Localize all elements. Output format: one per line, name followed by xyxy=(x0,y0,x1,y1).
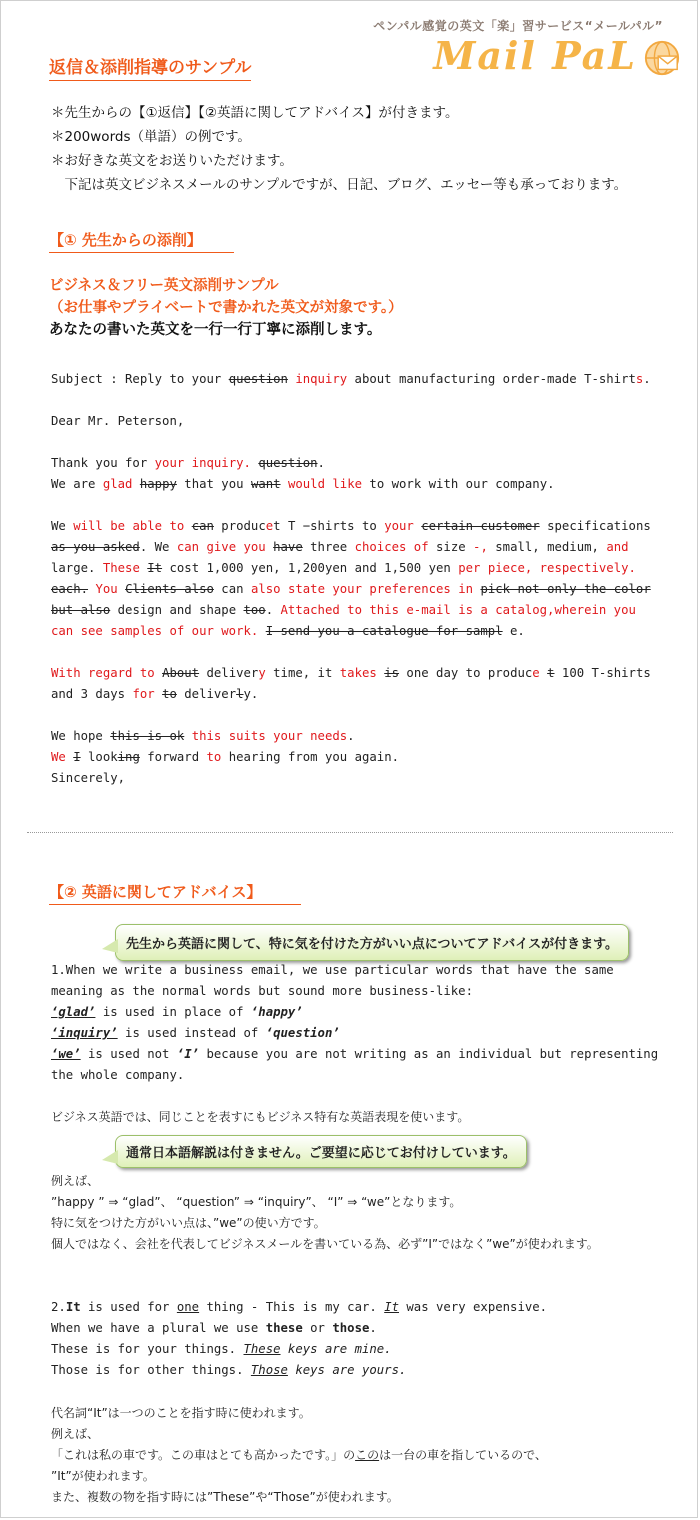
jp-text: 「これは私の車です。この車はとても高かったです。」の xyxy=(51,1448,356,1462)
letter-text: . xyxy=(643,372,651,386)
letter-text: design and shape xyxy=(110,603,244,617)
section1-sub1: ビジネス＆フリー英文添削サンプル xyxy=(49,278,279,294)
correction-insert: e xyxy=(532,666,540,680)
speech-bubble-advice xyxy=(115,924,629,961)
correction-insert: can see samples of our work. xyxy=(51,624,259,638)
letter-text xyxy=(118,582,125,596)
advice-line xyxy=(51,1297,691,1318)
section1-sub2: （お仕事やプライベートで書かれた英文が対象です。） xyxy=(49,300,403,316)
jp-line: 例えば、 xyxy=(51,1427,100,1441)
correction-insert: These xyxy=(102,561,140,575)
section1-subheadings xyxy=(49,275,403,341)
correction-delete: can xyxy=(191,519,214,533)
logo xyxy=(373,15,685,85)
jp-line: 個人ではなく、会社を代表してビジネスメールを書いている為、必ず”I”ではなく”we”が使われます。 xyxy=(51,1237,599,1251)
term-it: It xyxy=(65,1300,81,1314)
letter-text: large. xyxy=(51,561,103,575)
letter-text: look xyxy=(80,750,118,764)
jp-text: は一台の車を指しているので、 xyxy=(379,1448,547,1462)
section1-sub3: あなたの書いた英文を一行一行丁寧に添削します。 xyxy=(49,322,382,338)
logo-brand: Mail PaL xyxy=(433,33,637,78)
letter-text xyxy=(184,729,191,743)
jp-line: ”happy ” ⇒ “glad”、 “question” ⇒ “inquiry”、 “I” ⇒ “we”となります。 xyxy=(51,1195,462,1209)
section-divider xyxy=(27,832,673,833)
term-we: ‘we’ xyxy=(51,1047,81,1061)
letter-text: to work with our company. xyxy=(362,477,555,491)
letter-paragraph xyxy=(51,726,661,789)
letter-text xyxy=(258,624,265,638)
letter-text: three xyxy=(302,540,355,554)
correction-delete: this is ok xyxy=(110,729,185,743)
letter-text: Dear Mr. Peterson, xyxy=(51,414,185,428)
letter-text: y. xyxy=(243,687,259,701)
advice-text: or xyxy=(302,1321,333,1335)
correction-delete: is xyxy=(384,666,400,680)
correction-delete: I send you a catalogue for sampl xyxy=(265,624,503,638)
correction-delete: t xyxy=(547,666,555,680)
correction-delete: I xyxy=(73,750,81,764)
letter-text: about manufacturing order-made T-shirt xyxy=(347,372,636,386)
jp-line: 代名詞“It”は一つのことを指す時に使われます。 xyxy=(51,1406,311,1420)
letter-paragraph xyxy=(51,663,661,705)
letter-text: deliver xyxy=(199,666,259,680)
letter-text: Sincerely, xyxy=(51,771,126,785)
correction-insert: We xyxy=(51,750,66,764)
letter-text xyxy=(266,540,273,554)
term-happy: ‘happy’ xyxy=(250,1005,303,1019)
correction-insert: your inquiry. xyxy=(154,456,251,470)
advice-point-1 xyxy=(51,960,691,1086)
advice-line: meaning as the normal words but sound more business-like: xyxy=(51,984,473,998)
advice-text: is used instead of xyxy=(117,1026,266,1040)
correction-delete: pick not only the color xyxy=(480,582,651,596)
advice-text: is used not xyxy=(80,1047,177,1061)
advice-text: . xyxy=(369,1321,377,1335)
correction-insert: will be able to xyxy=(73,519,185,533)
correction-insert: would like xyxy=(287,477,363,491)
term-these-example: These xyxy=(243,1342,281,1356)
advice-line xyxy=(51,1360,691,1381)
letter-text: can xyxy=(213,582,251,596)
letter-text: produc xyxy=(213,519,266,533)
intro-line: ＊200words（単語）の例です。 xyxy=(51,129,251,145)
advice-text: thing - This is my car. xyxy=(199,1300,385,1314)
bubble-tail xyxy=(102,1150,118,1164)
advice-text: is used for xyxy=(80,1300,177,1314)
advice-text: These is for your things. xyxy=(51,1342,244,1356)
letter-text: . xyxy=(317,456,325,470)
advice-line xyxy=(51,1002,691,1023)
term-i: ‘I’ xyxy=(176,1047,200,1061)
jp-line: 例えば、 xyxy=(51,1174,100,1188)
correction-insert: inquiry xyxy=(295,372,348,386)
correction-insert: your xyxy=(384,519,414,533)
advice-text: When we have a plural we use xyxy=(51,1321,266,1335)
correction-insert: With regard to xyxy=(51,666,155,680)
globe-mail-icon xyxy=(643,39,681,77)
jp-line: 特に気をつけた方がいい点は、”we”の使い方です。 xyxy=(51,1216,326,1230)
advice-text: is used in place of xyxy=(95,1005,251,1019)
jp-explain-2 xyxy=(51,1171,691,1255)
letter-subject xyxy=(51,369,661,390)
intro-line: ＊先生からの【①返信】【②英語に関してアドバイス】が付きます。 xyxy=(51,105,459,121)
term-question: ‘question’ xyxy=(265,1026,340,1040)
advice-point-2 xyxy=(51,1297,691,1381)
correction-insert: and xyxy=(606,540,629,554)
advice-line xyxy=(51,1023,691,1044)
letter-text: e. xyxy=(502,624,525,638)
jp-line: ”It”が使われます。 xyxy=(51,1469,155,1483)
term-it-example: It xyxy=(384,1300,399,1314)
correction-delete: About xyxy=(162,666,200,680)
advice-line xyxy=(51,1044,691,1065)
correction-delete: to xyxy=(162,687,177,701)
letter-text: Subject : Reply to your xyxy=(51,372,229,386)
correction-insert: to xyxy=(206,750,222,764)
correction-delete: Clients also xyxy=(125,582,214,596)
correction-delete: l xyxy=(236,687,244,701)
bubble-tail xyxy=(102,939,118,953)
correction-insert: per piece, respectively. xyxy=(458,561,636,575)
section2-heading: 【② 英語に関してアドバイス】 xyxy=(49,881,301,905)
correction-insert: glad xyxy=(102,477,133,491)
letter-text xyxy=(281,477,288,491)
correction-insert: this suits your needs xyxy=(191,729,348,743)
correction-delete: as you asked xyxy=(51,540,140,554)
jp-line xyxy=(51,1445,691,1466)
letter-paragraph xyxy=(51,453,661,495)
letter-text xyxy=(540,666,547,680)
letter-salutation xyxy=(51,411,661,432)
correction-insert: You xyxy=(95,582,118,596)
letter-text: We hope xyxy=(51,729,111,743)
correction-insert: Attached to this e-mail is a catalog,wherein you xyxy=(280,603,636,617)
advice-text: because you are not writing as an individual but representing xyxy=(199,1047,659,1061)
correction-delete: each. xyxy=(51,582,89,596)
letter-text: . We xyxy=(139,540,177,554)
correction-insert: also state your preferences in xyxy=(250,582,474,596)
correction-insert: e xyxy=(265,519,274,533)
advice-text: keys are mine. xyxy=(280,1342,392,1356)
advice-text: 2. xyxy=(51,1300,66,1314)
letter-paragraph xyxy=(51,516,661,642)
intro-list xyxy=(51,101,627,197)
letter-text: size xyxy=(428,540,474,554)
jp-explain-3 xyxy=(51,1403,691,1508)
advice-line: 1.When we write a business email, we use particular words that have the same xyxy=(51,963,614,977)
correction-delete: but also xyxy=(51,603,111,617)
correction-delete: happy xyxy=(139,477,177,491)
correction-insert: s xyxy=(635,372,644,386)
letter-text xyxy=(184,519,191,533)
advice-line: the whole company. xyxy=(51,1068,185,1082)
correction-insert: can give you xyxy=(176,540,266,554)
letter-text: one day to produc xyxy=(399,666,533,680)
correction-delete: question xyxy=(258,456,318,470)
bubble-text: 先生から英語に関して、特に気を付けた方がいい点についてアドバイスが付きます。 xyxy=(126,937,619,952)
correction-insert: y xyxy=(258,666,266,680)
correction-delete: ing xyxy=(117,750,140,764)
section1-heading: 【① 先生からの添削】 xyxy=(49,229,234,253)
intro-line: ＊お好きな英文をお送りいただけます。 xyxy=(51,153,293,169)
jp-explain-1 xyxy=(51,1107,691,1128)
advice-line xyxy=(51,1318,691,1339)
term-those: those xyxy=(332,1321,370,1335)
term-these: these xyxy=(265,1321,303,1335)
letter-text: Thank you for xyxy=(51,456,155,470)
term-those-example: Those xyxy=(250,1363,288,1377)
letter-text: cost 1,000 yen, 1,200yen and 1,500 yen xyxy=(162,561,459,575)
correction-delete: want xyxy=(250,477,281,491)
correction-delete: question xyxy=(228,372,288,386)
letter-text: specifications xyxy=(539,519,651,533)
letter-text: time, it xyxy=(265,666,340,680)
letter-text: forward xyxy=(139,750,207,764)
letter-text: hearing from you again. xyxy=(221,750,400,764)
advice-text: keys are yours. xyxy=(287,1363,407,1377)
correction-delete: too xyxy=(243,603,266,617)
term-one: one xyxy=(176,1300,200,1314)
letter-text: 100 T-shirts xyxy=(554,666,651,680)
letter-text xyxy=(155,666,162,680)
correction-insert: takes xyxy=(339,666,377,680)
jp-line: ビジネス英語では、同じことを表すにもビジネス特有な英語表現を使います。 xyxy=(51,1110,470,1124)
term-glad: ‘glad’ xyxy=(51,1005,96,1019)
letter-text: that you xyxy=(176,477,251,491)
letter-text: We are xyxy=(51,477,103,491)
letter-text xyxy=(155,687,162,701)
letter-text: . xyxy=(347,729,355,743)
correction-insert: -, xyxy=(473,540,488,554)
term-inquiry: ‘inquiry’ xyxy=(51,1026,118,1040)
letter-text: We xyxy=(51,519,74,533)
bubble-text: 通常日本語解説は付きません。ご要望に応じてお付けしています。 xyxy=(126,1146,516,1161)
logo-tagline: ペンパル感覚の英文「楽」習サービス“メールパル” xyxy=(373,19,663,33)
correction-delete: have xyxy=(273,540,303,554)
jp-underlined: この xyxy=(355,1448,380,1462)
letter-text: . xyxy=(265,603,281,617)
jp-line: また、複数の物を指す時には”These”や“Those”が使われます。 xyxy=(51,1490,399,1504)
page-title: 返信＆添削指導のサンプル xyxy=(49,53,251,81)
letter-text: and 3 days xyxy=(51,687,133,701)
letter-text xyxy=(132,477,139,491)
correction-delete: certain customer xyxy=(421,519,540,533)
advice-text: was very expensive. xyxy=(399,1300,548,1314)
intro-line: 下記は英文ビジネスメールのサンプルですが、日記、ブログ、エッセー等も承っております。 xyxy=(51,177,628,193)
correction-insert: choices of xyxy=(354,540,429,554)
correction-insert: for xyxy=(132,687,155,701)
corrected-letter xyxy=(51,369,661,810)
advice-text: Those is for other things. xyxy=(51,1363,251,1377)
advice-line xyxy=(51,1339,691,1360)
correction-delete: It xyxy=(147,561,163,575)
letter-text: small, medium, xyxy=(487,540,607,554)
letter-text: deliver xyxy=(176,687,237,701)
letter-text: t T −shirts to xyxy=(273,519,385,533)
speech-bubble-note xyxy=(115,1135,527,1168)
